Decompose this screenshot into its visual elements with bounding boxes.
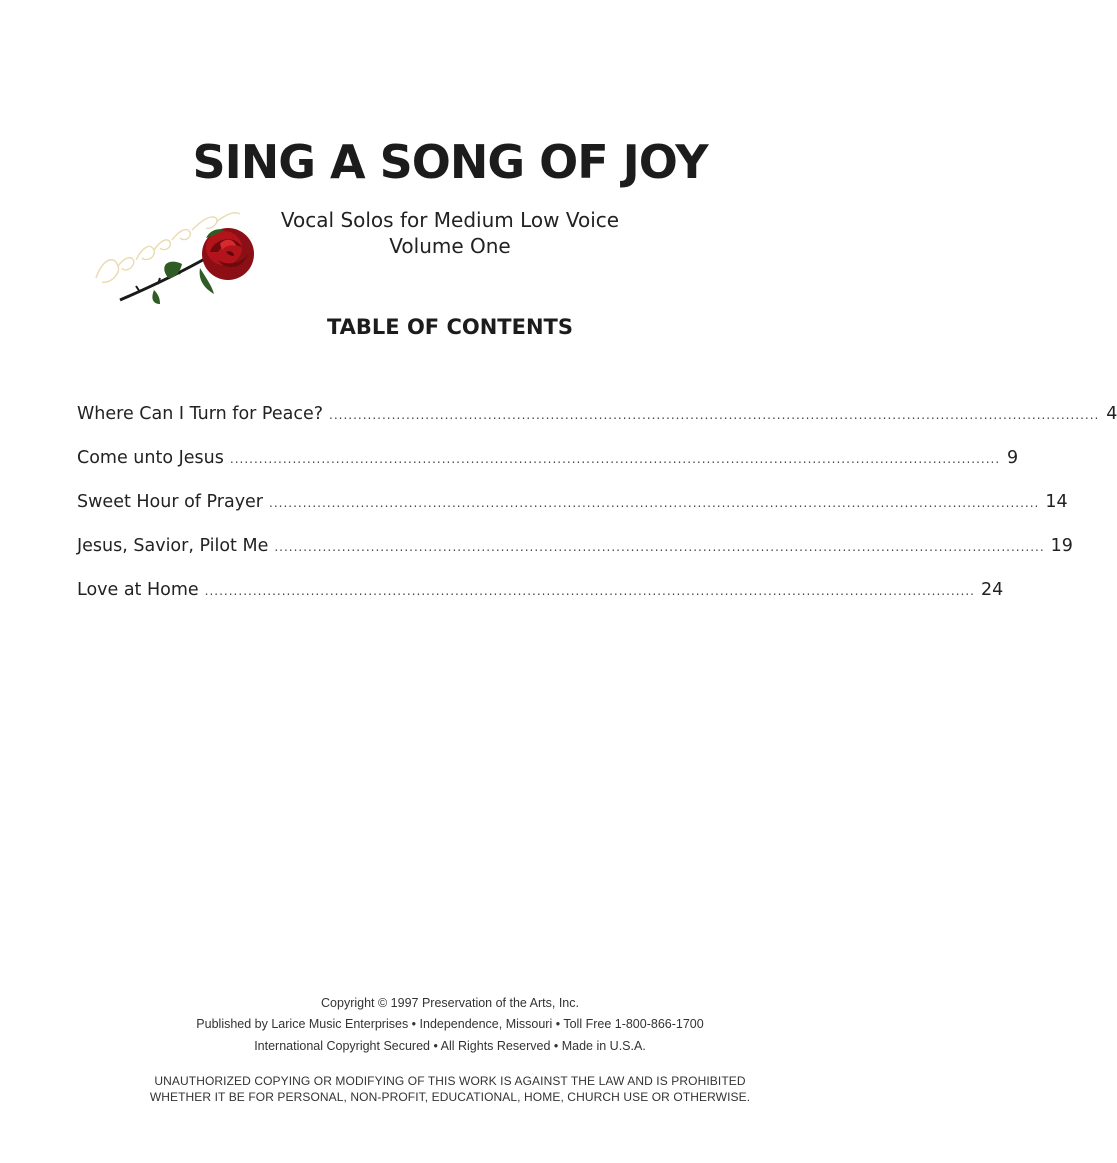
subtitle <box>240 207 660 259</box>
subtitle-line-2: Volume One <box>389 234 511 258</box>
toc-entry-page: 24 <box>980 580 1004 600</box>
dot-leader: ................................................................................................................................................................ <box>269 496 1040 510</box>
toc-entry[interactable] <box>77 492 1068 536</box>
toc-entry-page: 14 <box>1045 492 1068 512</box>
toc-entry[interactable] <box>77 536 1073 580</box>
subtitle-line-1: Vocal Solos for Medium Low Voice <box>280 208 620 232</box>
dot-leader: ................................................................................................................................................................ <box>274 540 1045 554</box>
toc-entry-page: 19 <box>1050 536 1073 556</box>
toc-entry-title: Jesus, Savior, Pilot Me <box>77 536 269 556</box>
toc-entry-page: 9 <box>1007 448 1019 468</box>
toc-entry[interactable] <box>77 404 1117 448</box>
toc-entry-title: Sweet Hour of Prayer <box>77 492 264 512</box>
toc-entry-title: Where Can I Turn for Peace? <box>77 404 324 424</box>
warning-line-2: WHETHER IT BE FOR PERSONAL, NON-PROFIT, EDUCATIONAL, HOME, CHURCH USE OR OTHERWISE. <box>149 1090 751 1104</box>
toc-entry-title: Come unto Jesus <box>77 448 224 468</box>
copyright-line: Copyright © 1997 Preservation of the Arts, Inc. <box>321 996 579 1010</box>
warning-line-1: UNAUTHORIZED COPYING OR MODIFYING OF THIS WORK IS AGAINST THE LAW AND IS PROHIBITED <box>154 1074 746 1088</box>
page-title: SING A SONG OF JOY <box>192 135 708 189</box>
toc-entry[interactable] <box>77 448 1019 492</box>
publisher-line: Published by Larice Music Enterprises • Independence, Missouri • Toll Free 1-800-866-1700 <box>196 1017 704 1031</box>
toc-heading: TABLE OF CONTENTS <box>326 315 574 339</box>
dot-leader: ................................................................................................................................................................ <box>204 584 975 598</box>
dot-leader: ................................................................................................................................................................ <box>329 408 1100 422</box>
toc-entry[interactable] <box>77 580 1004 624</box>
table-of-contents <box>77 404 1117 624</box>
toc-entry-page: 4 <box>1106 404 1117 424</box>
toc-entry-title: Love at Home <box>77 580 199 600</box>
dot-leader: ................................................................................................................................................................ <box>229 452 1001 466</box>
rights-line: International Copyright Secured • All Rights Reserved • Made in U.S.A. <box>254 1039 646 1053</box>
